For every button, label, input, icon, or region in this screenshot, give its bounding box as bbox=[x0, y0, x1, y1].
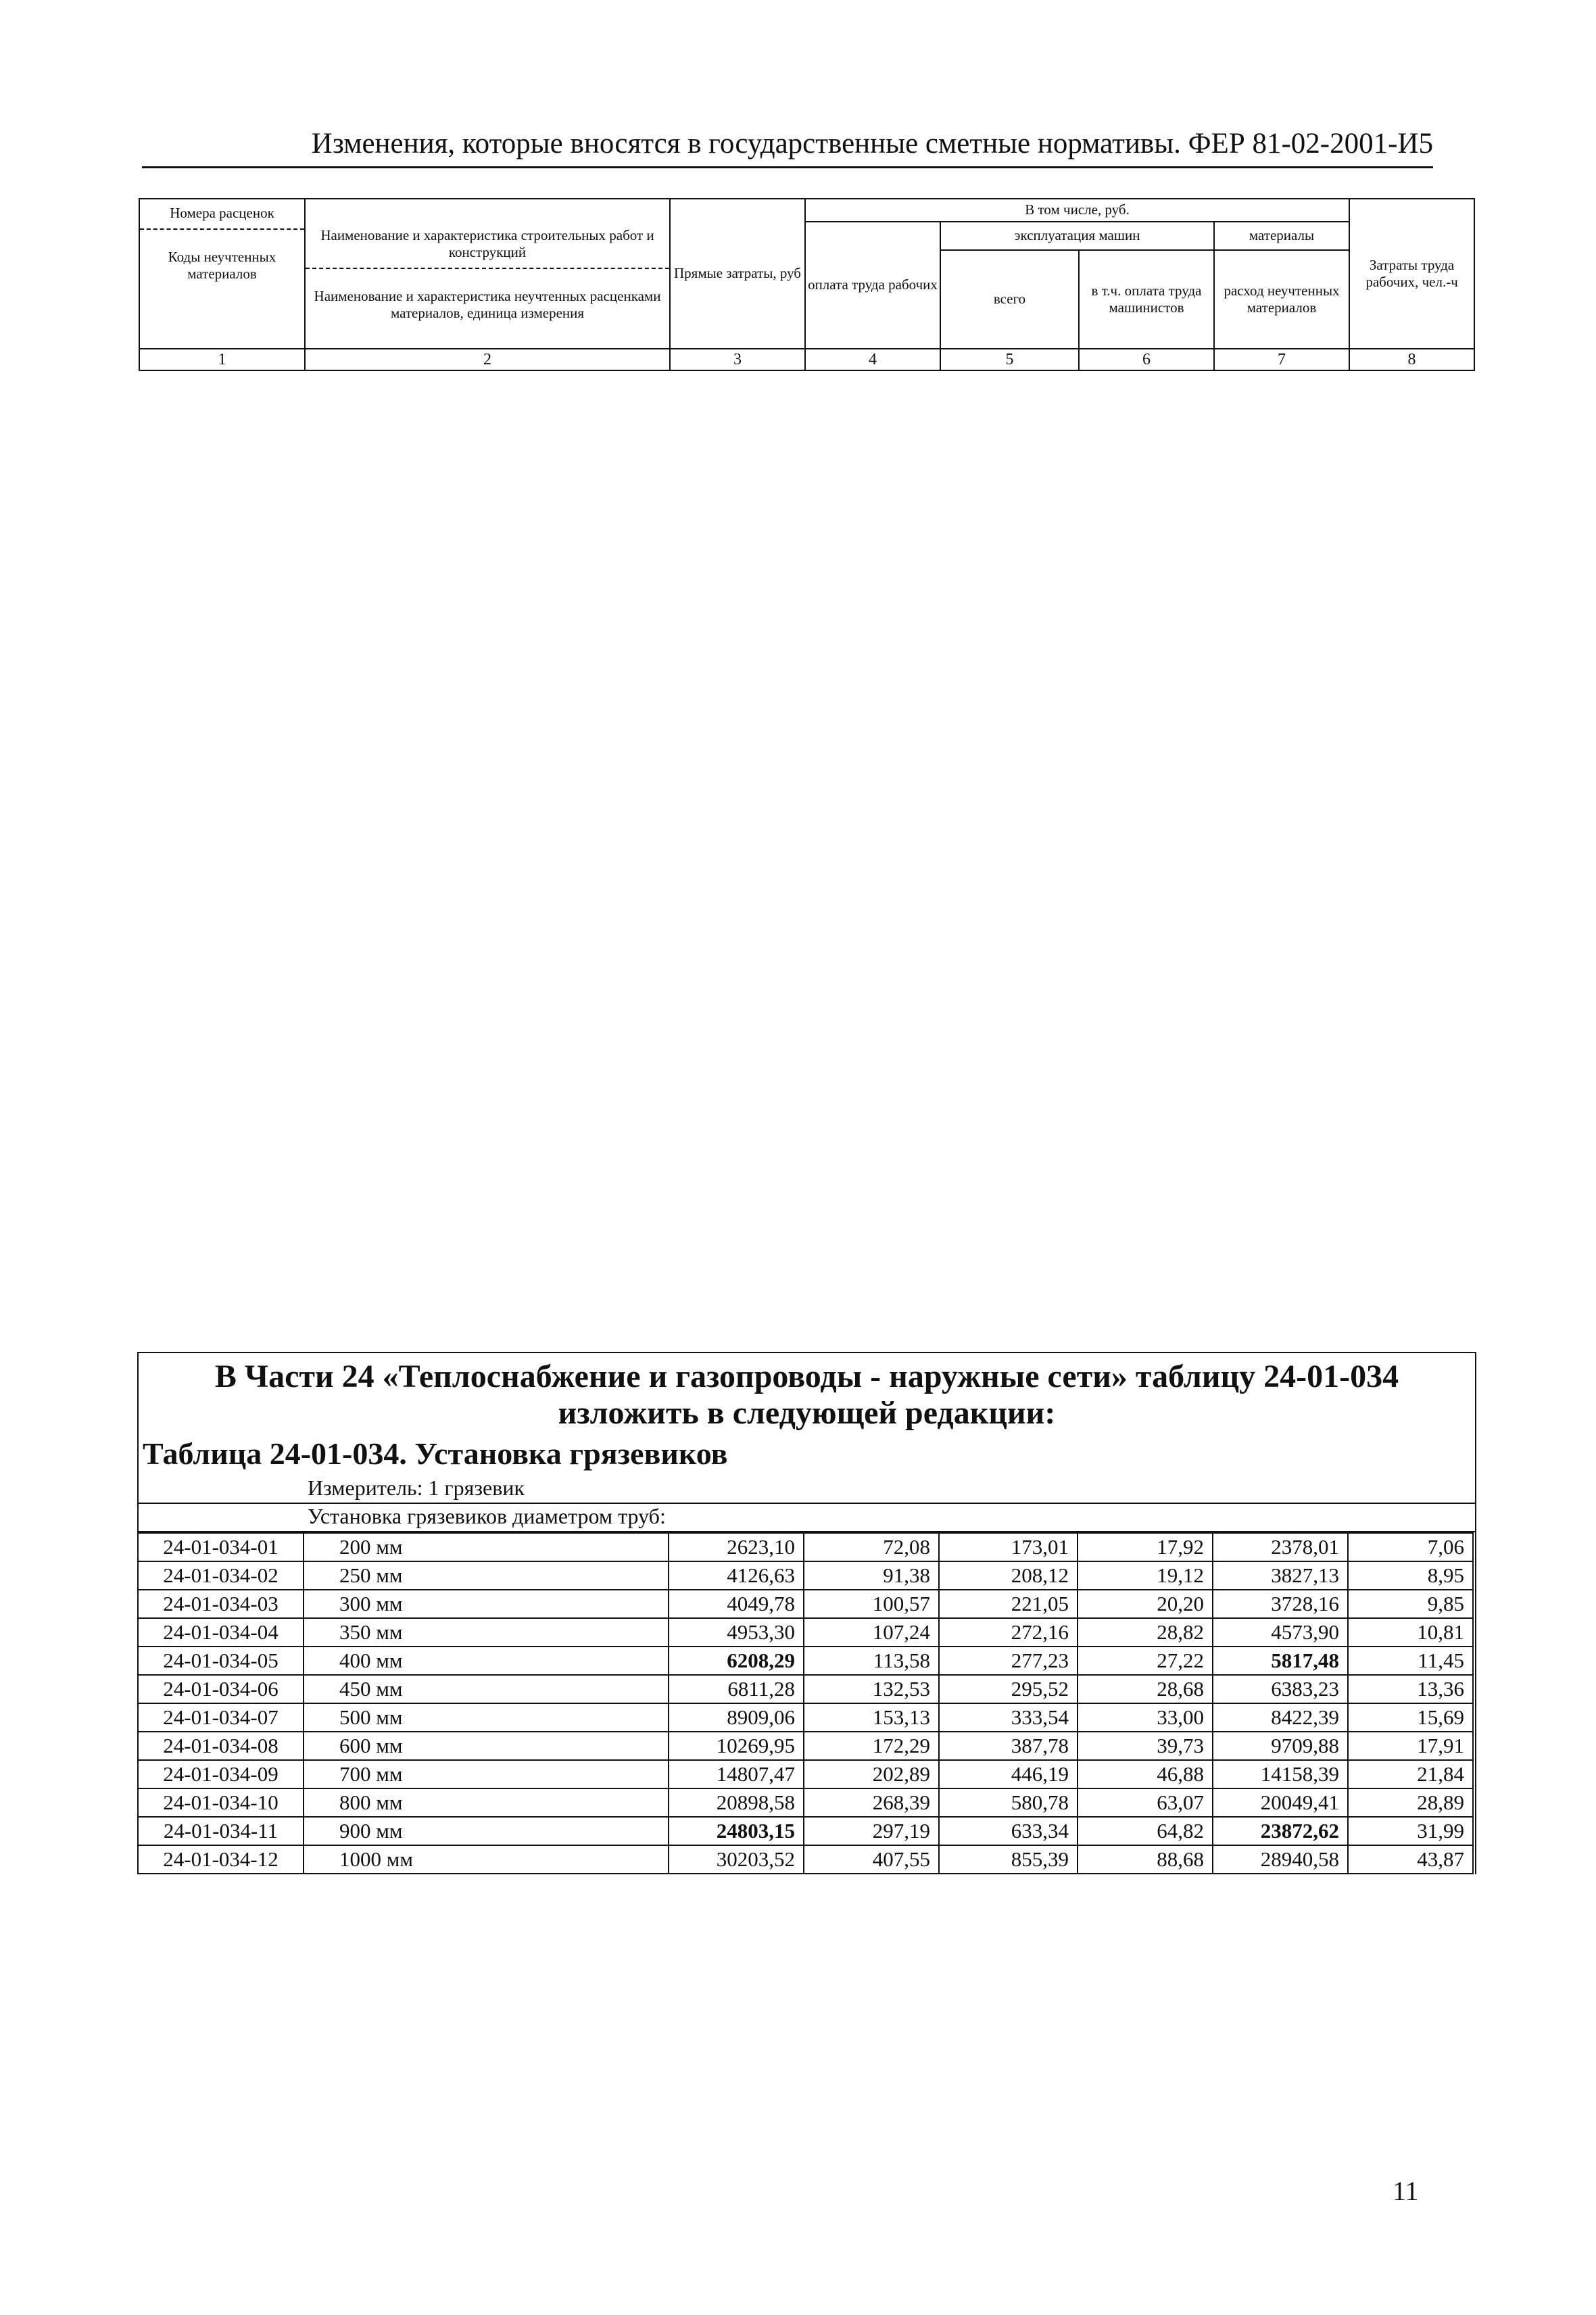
machine-operator-cost: 28,82 bbox=[1078, 1618, 1213, 1647]
labor-hours: 31,99 bbox=[1348, 1817, 1473, 1845]
machine-operator-cost: 28,68 bbox=[1078, 1675, 1213, 1703]
rate-name: 500 мм bbox=[304, 1703, 669, 1732]
rate-name: 300 мм bbox=[304, 1590, 669, 1618]
materials-cost: 4573,90 bbox=[1213, 1618, 1348, 1647]
materials-cost: 6383,23 bbox=[1213, 1675, 1348, 1703]
machine-cost-total: 333,54 bbox=[939, 1703, 1078, 1732]
header-col1 bbox=[139, 199, 305, 349]
machine-cost-total: 272,16 bbox=[939, 1618, 1078, 1647]
materials-cost: 2378,01 bbox=[1213, 1533, 1348, 1561]
header-col1-top: Номера расценок bbox=[140, 199, 304, 230]
materials-cost: 20049,41 bbox=[1213, 1788, 1348, 1817]
header-group-machines: эксплуатация машин bbox=[940, 222, 1214, 250]
direct-cost: 10269,95 bbox=[669, 1732, 804, 1760]
labor-hours: 10,81 bbox=[1348, 1618, 1473, 1647]
direct-cost: 2623,10 bbox=[669, 1533, 804, 1561]
machine-operator-cost: 39,73 bbox=[1078, 1732, 1213, 1760]
rate-name: 350 мм bbox=[304, 1618, 669, 1647]
header-group-incl: В том числе, руб. bbox=[805, 199, 1349, 222]
machine-operator-cost: 27,22 bbox=[1078, 1647, 1213, 1675]
labor-cost: 100,57 bbox=[804, 1590, 939, 1618]
labor-cost: 113,58 bbox=[804, 1647, 939, 1675]
page-header-title: Изменения, которые вносятся в государственные сметные нормативы. ФЕР 81-02-2001-И5 bbox=[311, 128, 1433, 160]
rate-name: 700 мм bbox=[304, 1760, 669, 1788]
header-col1-bottom: Коды неучтенных материалов bbox=[168, 249, 276, 283]
direct-cost: 20898,58 bbox=[669, 1788, 804, 1817]
machine-operator-cost: 63,07 bbox=[1078, 1788, 1213, 1817]
rate-code: 24-01-034-04 bbox=[138, 1618, 304, 1647]
header-col2 bbox=[305, 199, 670, 349]
labor-cost: 202,89 bbox=[804, 1760, 939, 1788]
header-group-materials: материалы bbox=[1214, 222, 1349, 250]
labor-hours: 7,06 bbox=[1348, 1533, 1473, 1561]
rate-name: 1000 мм bbox=[304, 1845, 669, 1874]
group-caption: Установка грязевиков диаметром труб: bbox=[139, 1504, 1475, 1532]
rate-code: 24-01-034-05 bbox=[138, 1647, 304, 1675]
materials-cost: 14158,39 bbox=[1213, 1760, 1348, 1788]
machine-cost-total: 277,23 bbox=[939, 1647, 1078, 1675]
section-intro: В Части 24 «Теплоснабжение и газопроводы - наружные сети» таблицу 24-01-034 изложить в следующей редакции: bbox=[214, 1359, 1399, 1431]
column-number: 4 bbox=[805, 349, 940, 370]
rate-code: 24-01-034-08 bbox=[138, 1732, 304, 1760]
labor-cost: 72,08 bbox=[804, 1533, 939, 1561]
column-number: 7 bbox=[1214, 349, 1349, 370]
machine-operator-cost: 64,82 bbox=[1078, 1817, 1213, 1845]
labor-cost: 132,53 bbox=[804, 1675, 939, 1703]
table-title: Таблица 24-01-034. Установка грязевиков bbox=[143, 1436, 728, 1471]
table-row bbox=[138, 1788, 1473, 1817]
machine-operator-cost: 88,68 bbox=[1078, 1845, 1213, 1874]
header-col8: Затраты труда рабочих, чел.-ч bbox=[1349, 199, 1474, 349]
materials-cost: 8422,39 bbox=[1213, 1703, 1348, 1732]
header-col2-top: Наименование и характеристика строительных работ и конструкций bbox=[306, 222, 669, 269]
direct-cost: 4126,63 bbox=[669, 1561, 804, 1590]
rate-code: 24-01-034-06 bbox=[138, 1675, 304, 1703]
labor-hours: 8,95 bbox=[1348, 1561, 1473, 1590]
labor-hours: 9,85 bbox=[1348, 1590, 1473, 1618]
materials-cost: 9709,88 bbox=[1213, 1732, 1348, 1760]
direct-cost: 30203,52 bbox=[669, 1845, 804, 1874]
machine-cost-total: 580,78 bbox=[939, 1788, 1078, 1817]
table-row bbox=[138, 1760, 1473, 1788]
rate-name: 400 мм bbox=[304, 1647, 669, 1675]
rate-name: 600 мм bbox=[304, 1732, 669, 1760]
labor-hours: 21,84 bbox=[1348, 1760, 1473, 1788]
header-col4: оплата труда рабочих bbox=[805, 222, 940, 349]
materials-cost: 23872,62 bbox=[1213, 1817, 1348, 1845]
table-row bbox=[138, 1533, 1473, 1561]
header-col3: Прямые затраты, руб bbox=[670, 199, 805, 349]
materials-cost: 3827,13 bbox=[1213, 1561, 1348, 1590]
labor-hours: 15,69 bbox=[1348, 1703, 1473, 1732]
rate-code: 24-01-034-01 bbox=[138, 1533, 304, 1561]
header-col2-bottom: Наименование и характеристика неучтенных расценками материалов, единица измерения bbox=[314, 288, 661, 322]
machine-cost-total: 387,78 bbox=[939, 1732, 1078, 1760]
labor-cost: 407,55 bbox=[804, 1845, 939, 1874]
rate-name: 250 мм bbox=[304, 1561, 669, 1590]
amendment-block bbox=[137, 1352, 1476, 1874]
rates-table bbox=[137, 1532, 1474, 1874]
machine-cost-total: 295,52 bbox=[939, 1675, 1078, 1703]
machine-operator-cost: 17,92 bbox=[1078, 1533, 1213, 1561]
header-col7: расход неучтенных материалов bbox=[1214, 250, 1349, 349]
table-row bbox=[138, 1590, 1473, 1618]
direct-cost: 4953,30 bbox=[669, 1618, 804, 1647]
labor-cost: 107,24 bbox=[804, 1618, 939, 1647]
rate-code: 24-01-034-10 bbox=[138, 1788, 304, 1817]
materials-cost: 3728,16 bbox=[1213, 1590, 1348, 1618]
labor-hours: 28,89 bbox=[1348, 1788, 1473, 1817]
rate-code: 24-01-034-02 bbox=[138, 1561, 304, 1590]
table-row bbox=[138, 1845, 1473, 1874]
labor-hours: 11,45 bbox=[1348, 1647, 1473, 1675]
direct-cost: 6811,28 bbox=[669, 1675, 804, 1703]
table-row bbox=[138, 1618, 1473, 1647]
labor-cost: 91,38 bbox=[804, 1561, 939, 1590]
column-number: 2 bbox=[305, 349, 670, 370]
direct-cost: 8909,06 bbox=[669, 1703, 804, 1732]
labor-cost: 172,29 bbox=[804, 1732, 939, 1760]
table-row bbox=[138, 1647, 1473, 1675]
rate-code: 24-01-034-07 bbox=[138, 1703, 304, 1732]
machine-operator-cost: 20,20 bbox=[1078, 1590, 1213, 1618]
column-number: 3 bbox=[670, 349, 805, 370]
column-number: 8 bbox=[1349, 349, 1474, 370]
column-header-table bbox=[139, 198, 1475, 371]
direct-cost: 4049,78 bbox=[669, 1590, 804, 1618]
rate-code: 24-01-034-03 bbox=[138, 1590, 304, 1618]
table-row bbox=[138, 1561, 1473, 1590]
machine-cost-total: 855,39 bbox=[939, 1845, 1078, 1874]
machine-operator-cost: 33,00 bbox=[1078, 1703, 1213, 1732]
machine-cost-total: 208,12 bbox=[939, 1561, 1078, 1590]
machine-cost-total: 446,19 bbox=[939, 1760, 1078, 1788]
rate-name: 800 мм bbox=[304, 1788, 669, 1817]
header-col5: всего bbox=[940, 250, 1079, 349]
rate-code: 24-01-034-12 bbox=[138, 1845, 304, 1874]
header-rule bbox=[142, 166, 1433, 168]
labor-hours: 17,91 bbox=[1348, 1732, 1473, 1760]
direct-cost: 24803,15 bbox=[669, 1817, 804, 1845]
labor-cost: 268,39 bbox=[804, 1788, 939, 1817]
header-col6: в т.ч. оплата труда машинистов bbox=[1079, 250, 1214, 349]
labor-hours: 13,36 bbox=[1348, 1675, 1473, 1703]
direct-cost: 14807,47 bbox=[669, 1760, 804, 1788]
column-number: 6 bbox=[1079, 349, 1214, 370]
rate-name: 900 мм bbox=[304, 1817, 669, 1845]
table-row bbox=[138, 1675, 1473, 1703]
rate-name: 450 мм bbox=[304, 1675, 669, 1703]
rate-code: 24-01-034-09 bbox=[138, 1760, 304, 1788]
page-number: 11 bbox=[1393, 2176, 1419, 2206]
machine-cost-total: 221,05 bbox=[939, 1590, 1078, 1618]
table-row bbox=[138, 1703, 1473, 1732]
materials-cost: 5817,48 bbox=[1213, 1647, 1348, 1675]
materials-cost: 28940,58 bbox=[1213, 1845, 1348, 1874]
table-row bbox=[138, 1732, 1473, 1760]
machine-operator-cost: 46,88 bbox=[1078, 1760, 1213, 1788]
column-number: 5 bbox=[940, 349, 1079, 370]
rate-name: 200 мм bbox=[304, 1533, 669, 1561]
machine-cost-total: 173,01 bbox=[939, 1533, 1078, 1561]
machine-operator-cost: 19,12 bbox=[1078, 1561, 1213, 1590]
labor-cost: 297,19 bbox=[804, 1817, 939, 1845]
measure-unit: Измеритель: 1 грязевик bbox=[139, 1476, 1475, 1504]
column-number: 1 bbox=[139, 349, 305, 370]
table-row bbox=[138, 1817, 1473, 1845]
labor-hours: 43,87 bbox=[1348, 1845, 1473, 1874]
machine-cost-total: 633,34 bbox=[939, 1817, 1078, 1845]
direct-cost: 6208,29 bbox=[669, 1647, 804, 1675]
labor-cost: 153,13 bbox=[804, 1703, 939, 1732]
rate-code: 24-01-034-11 bbox=[138, 1817, 304, 1845]
